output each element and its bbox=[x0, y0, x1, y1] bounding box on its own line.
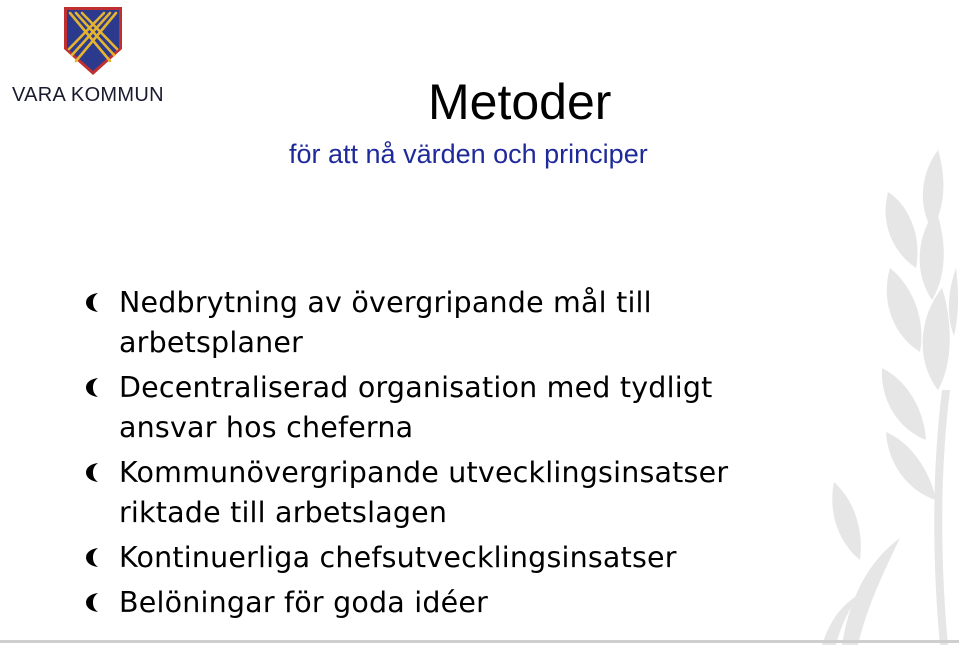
list-item-line: Kontinuerliga chefsutvecklingsinsatser bbox=[119, 541, 677, 574]
bullet-icon bbox=[86, 293, 98, 312]
vara-kommun-logo-icon bbox=[62, 5, 124, 77]
list-item bbox=[84, 453, 804, 533]
list-item bbox=[84, 583, 804, 623]
bullet-icon bbox=[86, 463, 98, 482]
list-item bbox=[84, 538, 804, 578]
list-item-line: arbetsplaner bbox=[119, 326, 304, 359]
list-item-line: Kommunövergripande utvecklingsinsatser bbox=[119, 456, 729, 489]
page-title: Metoder bbox=[428, 74, 612, 130]
bullet-list bbox=[84, 283, 804, 628]
list-item-line: riktade till arbetslagen bbox=[119, 496, 448, 529]
list-item-line: Belöningar för goda idéer bbox=[119, 586, 489, 619]
list-item bbox=[84, 283, 804, 363]
list-item-line: ansvar hos cheferna bbox=[119, 411, 414, 444]
page-subtitle: för att nå värden och principer bbox=[289, 139, 648, 169]
bullet-icon bbox=[86, 378, 98, 397]
bullet-icon bbox=[86, 548, 98, 567]
bottom-divider bbox=[0, 640, 959, 643]
bullet-icon bbox=[86, 593, 98, 612]
logo-text: VARA KOMMUN bbox=[12, 84, 164, 106]
wheat-watermark-icon bbox=[820, 140, 959, 645]
list-item bbox=[84, 368, 804, 448]
list-item-line: Nedbrytning av övergripande mål till bbox=[119, 286, 652, 319]
list-item-line: Decentraliserad organisation med tydligt bbox=[119, 371, 713, 404]
